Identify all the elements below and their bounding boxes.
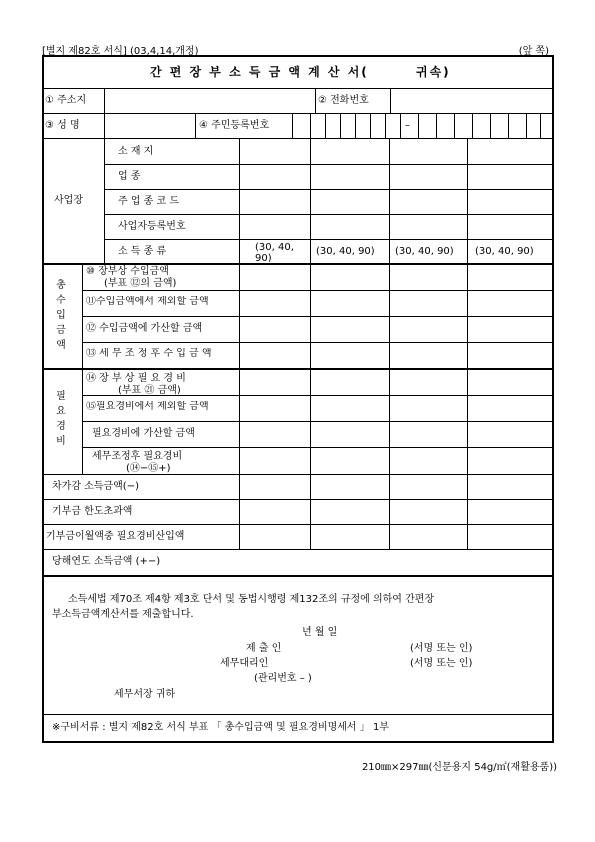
management-number: (관리번호 – ) [254, 673, 312, 684]
declaration-text: 부소득금액계산서를 제출합니다. [52, 609, 194, 620]
form-title: 간 편 장 부 소 득 금 액 계 산 서( [150, 65, 369, 79]
industry-label: 업 종 [118, 171, 141, 182]
tax-agent-label: 세무대리인 [220, 658, 269, 669]
expense-exclusion-label: ⑮필요경비에서 제외할 금액 [86, 401, 209, 412]
form-title-suffix: 귀속) [416, 65, 451, 79]
expense-group-char: 필 [56, 391, 66, 402]
address-label: ① 주소지 [45, 95, 87, 106]
rrn-dash: – [405, 120, 410, 131]
business-group-label: 사업장 [54, 195, 83, 206]
adjusted-revenue-label: ⑬ 세 무 조 정 후 수 입 금 액 [86, 348, 212, 359]
tax-agent-sign: (서명 또는 인) [410, 658, 473, 669]
address-input[interactable] [106, 90, 313, 112]
income-type-value: (30, 40, 90) [255, 242, 294, 262]
income-type-value: (30, 40, 90) [395, 246, 454, 257]
name-label: ③ 성 명 [45, 120, 80, 131]
donation-excess-label: 기부금 한도초과액 [52, 506, 133, 517]
location-label: 소 재 지 [118, 146, 154, 157]
paper-spec: 210㎜×297㎜(신문용지 54g/㎡(재활용품)) [361, 762, 557, 773]
revenue-group-char: 금 [56, 325, 66, 336]
name-input[interactable] [106, 115, 194, 137]
income-type-value: (30, 40, 90) [316, 246, 375, 257]
expense-group-char: 요 [56, 406, 66, 417]
phone-input[interactable] [392, 90, 552, 112]
income-type-label: 소 득 종 류 [118, 246, 167, 257]
submission-date: 년 월 일 [302, 627, 338, 638]
income-type-value: (30, 40, 90) [475, 246, 534, 257]
submitter-label: 제 출 인 [246, 643, 282, 654]
form-number: [별지 제82호 서식] (03,4,14,개정) [42, 46, 199, 57]
recipient-label: 세무서장 귀하 [114, 689, 176, 700]
revenue-group-char: 입 [56, 310, 66, 321]
industry-code-label: 주 업 종 코 드 [118, 196, 180, 207]
form-frame [42, 55, 554, 743]
expense-group-char: 경 [56, 421, 66, 432]
donation-carryover-label: 기부금이월액중 필요경비산입액 [46, 531, 185, 542]
phone-label: ② 전화번호 [318, 95, 369, 106]
submitter-sign: (서명 또는 인) [410, 643, 473, 654]
book-revenue-sublabel: (부표 ⑫의 금액) [104, 278, 177, 289]
declaration-text: 소득세법 제70조 제4항 제3호 단서 및 동법시행령 제132조의 규정에 의하여 간편장 [68, 594, 435, 605]
revenue-group-char: 총 [56, 280, 66, 291]
adjusted-expense-label: 세무조정후 필요경비 [92, 451, 183, 462]
book-revenue-label: ⑩ 장부상 수입금액 [86, 266, 169, 277]
book-expense-sublabel: (부표 ㉑ 금액) [118, 385, 181, 396]
book-expense-label: ⑭ 장 부 상 필 요 경 비 [86, 373, 186, 384]
business-reg-label: 사업자등록번호 [118, 221, 186, 232]
page-side: (앞 쪽) [518, 46, 549, 57]
revenue-group-char: 액 [56, 340, 66, 351]
current-year-income-label: 당해연도 소득금액 (+−) [52, 556, 161, 567]
adjusted-expense-sublabel: (⑭−⑮+) [126, 463, 171, 474]
revenue-exclusion-label: ⑪수입금액에서 제외할 금액 [86, 296, 209, 307]
revenue-group-char: 수 [56, 295, 66, 306]
revenue-addition-label: ⑫ 수입금액에 가산할 금액 [86, 323, 203, 334]
expense-group-char: 비 [56, 436, 66, 447]
attachment-note: ※구비서류 : 별지 제82호 서식 부표 「 총수입금액 및 필요경비명세서 」 1부 [52, 722, 389, 733]
expense-addition-label: 필요경비에 가산할 금액 [92, 428, 195, 439]
net-income-label: 차가감 소득금액(−) [52, 481, 139, 492]
rrn-label: ④ 주민등록번호 [199, 120, 270, 131]
